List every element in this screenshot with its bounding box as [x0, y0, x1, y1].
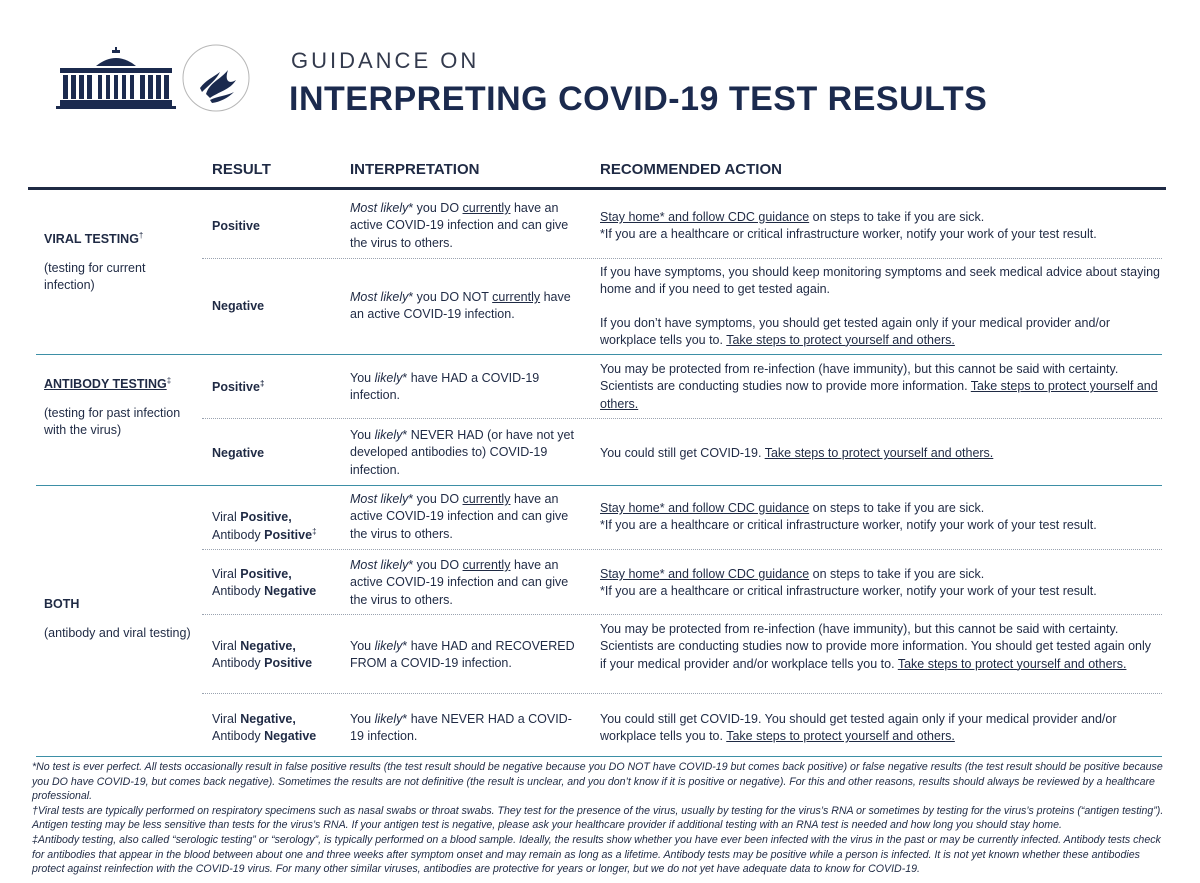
row-divider — [202, 614, 1162, 615]
action-antibody-negative: You could still get COVID-19. Take steps to protect yourself and others. — [600, 446, 994, 460]
group-divider — [36, 354, 1162, 355]
protect-yourself-link[interactable]: Take steps to protect yourself and others. — [600, 379, 1158, 411]
row-divider — [202, 693, 1162, 694]
cdc-guidance-link[interactable]: Stay home* and follow CDC guidance — [600, 567, 810, 581]
result-viral-neg-antibody-neg: Viral Negative, Antibody Negative — [212, 712, 317, 744]
action-viral-pos-antibody-neg: Stay home* and follow CDC guidance on steps to take if you are sick. *If you are a healthcare or critical infrastructure worker, notify your work of your test result. — [600, 567, 1097, 599]
footnotes — [32, 760, 1167, 877]
interpretation-antibody-positive: You likely* have HAD a COVID-19 infection. — [350, 371, 540, 403]
column-header-action: RECOMMENDED ACTION — [600, 161, 782, 178]
page-title: INTERPRETING COVID-19 TEST RESULTS — [289, 80, 988, 118]
interpretation-antibody-negative: You likely* NEVER HAD (or have not yet developed antibodies to) COVID-19 infection. — [350, 428, 574, 477]
action-viral-neg-antibody-neg: You could still get COVID-19. You should get tested again only if your medical provider and/or workplace tells you to. Take steps to protect yourself and others. — [600, 712, 1117, 744]
interpretation-viral-pos-antibody-neg: Most likely* you DO currently have an active COVID-19 infection and can give the virus to others. — [350, 558, 569, 607]
interpretation-viral-positive: Most likely* you DO currently have an active COVID-19 infection and can give the virus to others. — [350, 201, 569, 250]
result-viral-neg-antibody-pos: Viral Negative, Antibody Positive — [212, 639, 313, 671]
column-header-result: RESULT — [212, 161, 271, 178]
protect-yourself-link[interactable]: Take steps to protect yourself and others. — [726, 729, 955, 744]
group-name: VIRAL TESTING — [44, 232, 139, 247]
hhs-seal-icon — [180, 42, 252, 114]
group-viral-testing — [44, 231, 194, 294]
action-viral-negative: If you have symptoms, you should keep monitoring symptoms and seek medical advice about staying home and if you need to get tested again. If you don’t have symptoms, you should get tested again only if your medical provider and/or workplace tells you to. Take steps to protect yourself and others. — [600, 265, 1161, 347]
action-viral-positive: Stay home* and follow CDC guidance on steps to take if you are sick. *If you are a healthcare or critical infrastructure worker, notify your work of your test result. — [600, 210, 1097, 242]
row-divider — [202, 418, 1162, 419]
protect-yourself-link[interactable]: Take steps to protect yourself and others. — [897, 656, 1127, 671]
result-viral-positive: Positive — [212, 219, 260, 233]
action-antibody-positive: You may be protected from re-infection (have immunity), but this cannot be said with certainty. Scientists are conducting studies now to provide more information. Take steps to protect yourself and others. — [600, 362, 1158, 411]
result-viral-pos-antibody-neg: Viral Positive, Antibody Negative — [212, 567, 317, 599]
interpretation-viral-neg-antibody-pos: You likely* have HAD and RECOVERED FROM a COVID-19 infection. — [350, 639, 575, 671]
result-antibody-negative: Negative — [212, 446, 265, 460]
result-viral-pos-antibody-pos: Viral Positive, Antibody Positive‡ — [212, 510, 317, 543]
result-antibody-positive: Positive‡ — [212, 379, 265, 395]
protect-yourself-link[interactable]: Take steps to protect yourself and others. — [726, 332, 955, 347]
footnote-ddagger: ‡Antibody testing, also called “serologic testing” or “serology”, is typically performed on a blood sample. Ideally, the results show whether you have ever been infected with the virus in the past or may be currently infected. Antibody tests check for antibodies that appear in the blood between about one and three weeks after symptom onset and may remain as long as a lifetime. Antibody tests may be positive while a person is infected. It is not yet known whether these antibodies protect against reinfection with the COVID-19 virus. For many other similar viruses, antibodies are protective for years or longer, but we do not yet have adequate data to know for COVID-19. — [32, 834, 1161, 876]
action-viral-pos-antibody-pos: Stay home* and follow CDC guidance on steps to take if you are sick. *If you are a healthcare or critical infrastructure worker, notify your work of your test result. — [600, 501, 1097, 533]
group-description: (testing for past infection with the virus) — [44, 406, 181, 438]
group-name: BOTH — [44, 597, 80, 611]
title-small: GUIDANCE ON — [291, 48, 480, 73]
cdc-guidance-link[interactable]: Stay home* and follow CDC guidance — [600, 210, 810, 224]
column-header-interpretation: INTERPRETATION — [350, 161, 480, 178]
protect-yourself-link[interactable]: Take steps to protect yourself and others. — [764, 446, 994, 460]
cdc-guidance-link[interactable]: Stay home* and follow CDC guidance — [600, 501, 810, 515]
result-viral-negative: Negative — [212, 299, 265, 313]
group-divider — [36, 756, 1162, 757]
action-viral-neg-antibody-pos: You may be protected from re-infection (have immunity), but this cannot be said with certainty. Scientists are conducting studies now to provide more information. You should get tested again only if your medical provider and/or workplace tells you to. Take steps to protect yourself and others. — [600, 622, 1152, 671]
ddagger-mark: ‡ — [166, 376, 172, 385]
interpretation-viral-pos-antibody-pos: Most likely* you DO currently have an active COVID-19 infection and can give the virus to others. — [350, 492, 569, 541]
footnote-dagger: †Viral tests are typically performed on respiratory specimens such as nasal swabs or throat swabs. They test for the presence of the virus, usually by testing for the virus’s RNA or sometimes by testing for the virus’s proteins (“antigen testing”). Antigen testing may be less sensitive than tests for the virus’s RNA. If your antigen test is negative, please ask your healthcare provider if additional testing with an RNA test is needed and how long you should stay home. — [32, 804, 1164, 832]
group-divider — [36, 485, 1162, 486]
row-divider — [202, 258, 1162, 259]
dagger-mark: † — [138, 231, 144, 240]
group-description: (testing for current infection) — [44, 261, 146, 293]
header-divider — [28, 187, 1166, 190]
interpretation-viral-neg-antibody-neg: You likely* have NEVER HAD a COVID-19 infection. — [350, 712, 572, 744]
white-house-icon — [56, 46, 176, 116]
footnote-star: *No test is ever perfect. All tests occasionally result in false positive results (the test result should be negative because you DO NOT have COVID-19 but comes back positive) or false negative results (the test result should be positive because you DO have COVID-19, but comes back negative). Sometimes the results are not definitive (the result is unclear, and you don’t know if it is positive or negative). For this and other reasons, results should always be reviewed by a healthcare professional. — [32, 761, 1163, 803]
interpretation-viral-negative: Most likely* you DO NOT currently have an active COVID-19 infection. — [350, 290, 571, 322]
group-name: ANTIBODY TESTING — [44, 377, 167, 392]
row-divider — [202, 549, 1162, 550]
group-both — [44, 597, 194, 642]
group-description: (antibody and viral testing) — [44, 626, 191, 640]
group-antibody-testing — [44, 376, 194, 439]
